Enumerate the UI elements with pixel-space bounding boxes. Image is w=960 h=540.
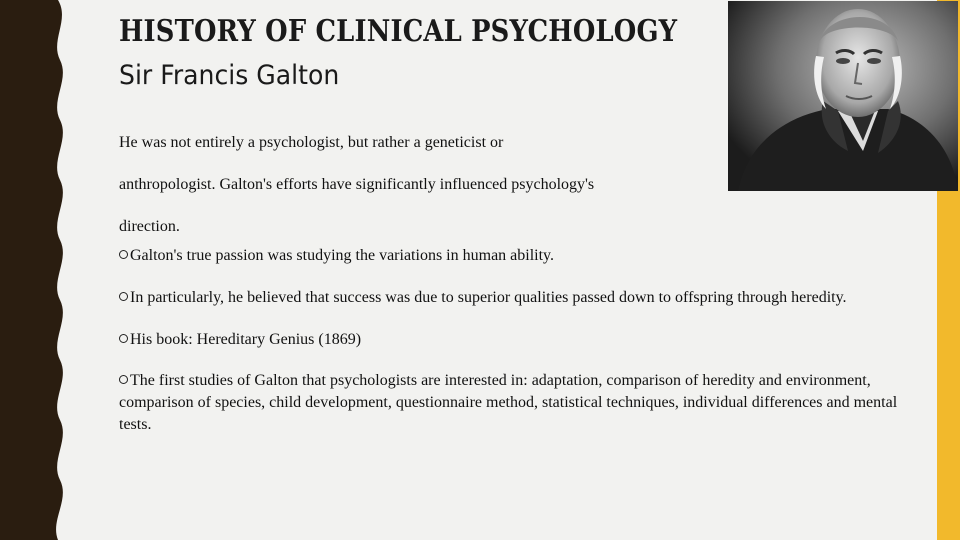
intro-line: direction. (119, 218, 180, 235)
bullet-text: His book: Hereditary Genius (1869) (130, 331, 362, 348)
bullet-circle-icon (119, 334, 128, 343)
intro-line: He was not entirely a psychologist, but rather a geneticist or (119, 134, 504, 151)
portrait-photo (728, 1, 958, 191)
bullet-text: The first studies of Galton that psychologists are interested in: adaptation, comparison of heredity and environment, comparison of species, child development, questionnaire method, statistical techniques, individual differences and mental tests. (119, 372, 898, 433)
slide-title: HISTORY OF CLINICAL PSYCHOLOGY (119, 14, 678, 49)
bullet-item (119, 245, 554, 267)
bullet-item (119, 287, 847, 309)
intro-paragraph (119, 122, 659, 248)
bullet-circle-icon (119, 292, 128, 301)
bullet-text: In particularly, he believed that success was due to superior qualities passed down to offspring through heredity. (130, 289, 847, 306)
bullet-item (119, 329, 361, 351)
bullet-text: Galton's true passion was studying the variations in human ability. (130, 247, 555, 264)
slide-subtitle: Sir Francis Galton (119, 60, 340, 91)
bullet-circle-icon (119, 250, 128, 259)
decorative-left-band (0, 0, 72, 540)
bullet-circle-icon (119, 375, 128, 384)
bullet-item (119, 370, 931, 436)
intro-line: anthropologist. Galton's efforts have significantly influenced psychology's (119, 176, 595, 193)
